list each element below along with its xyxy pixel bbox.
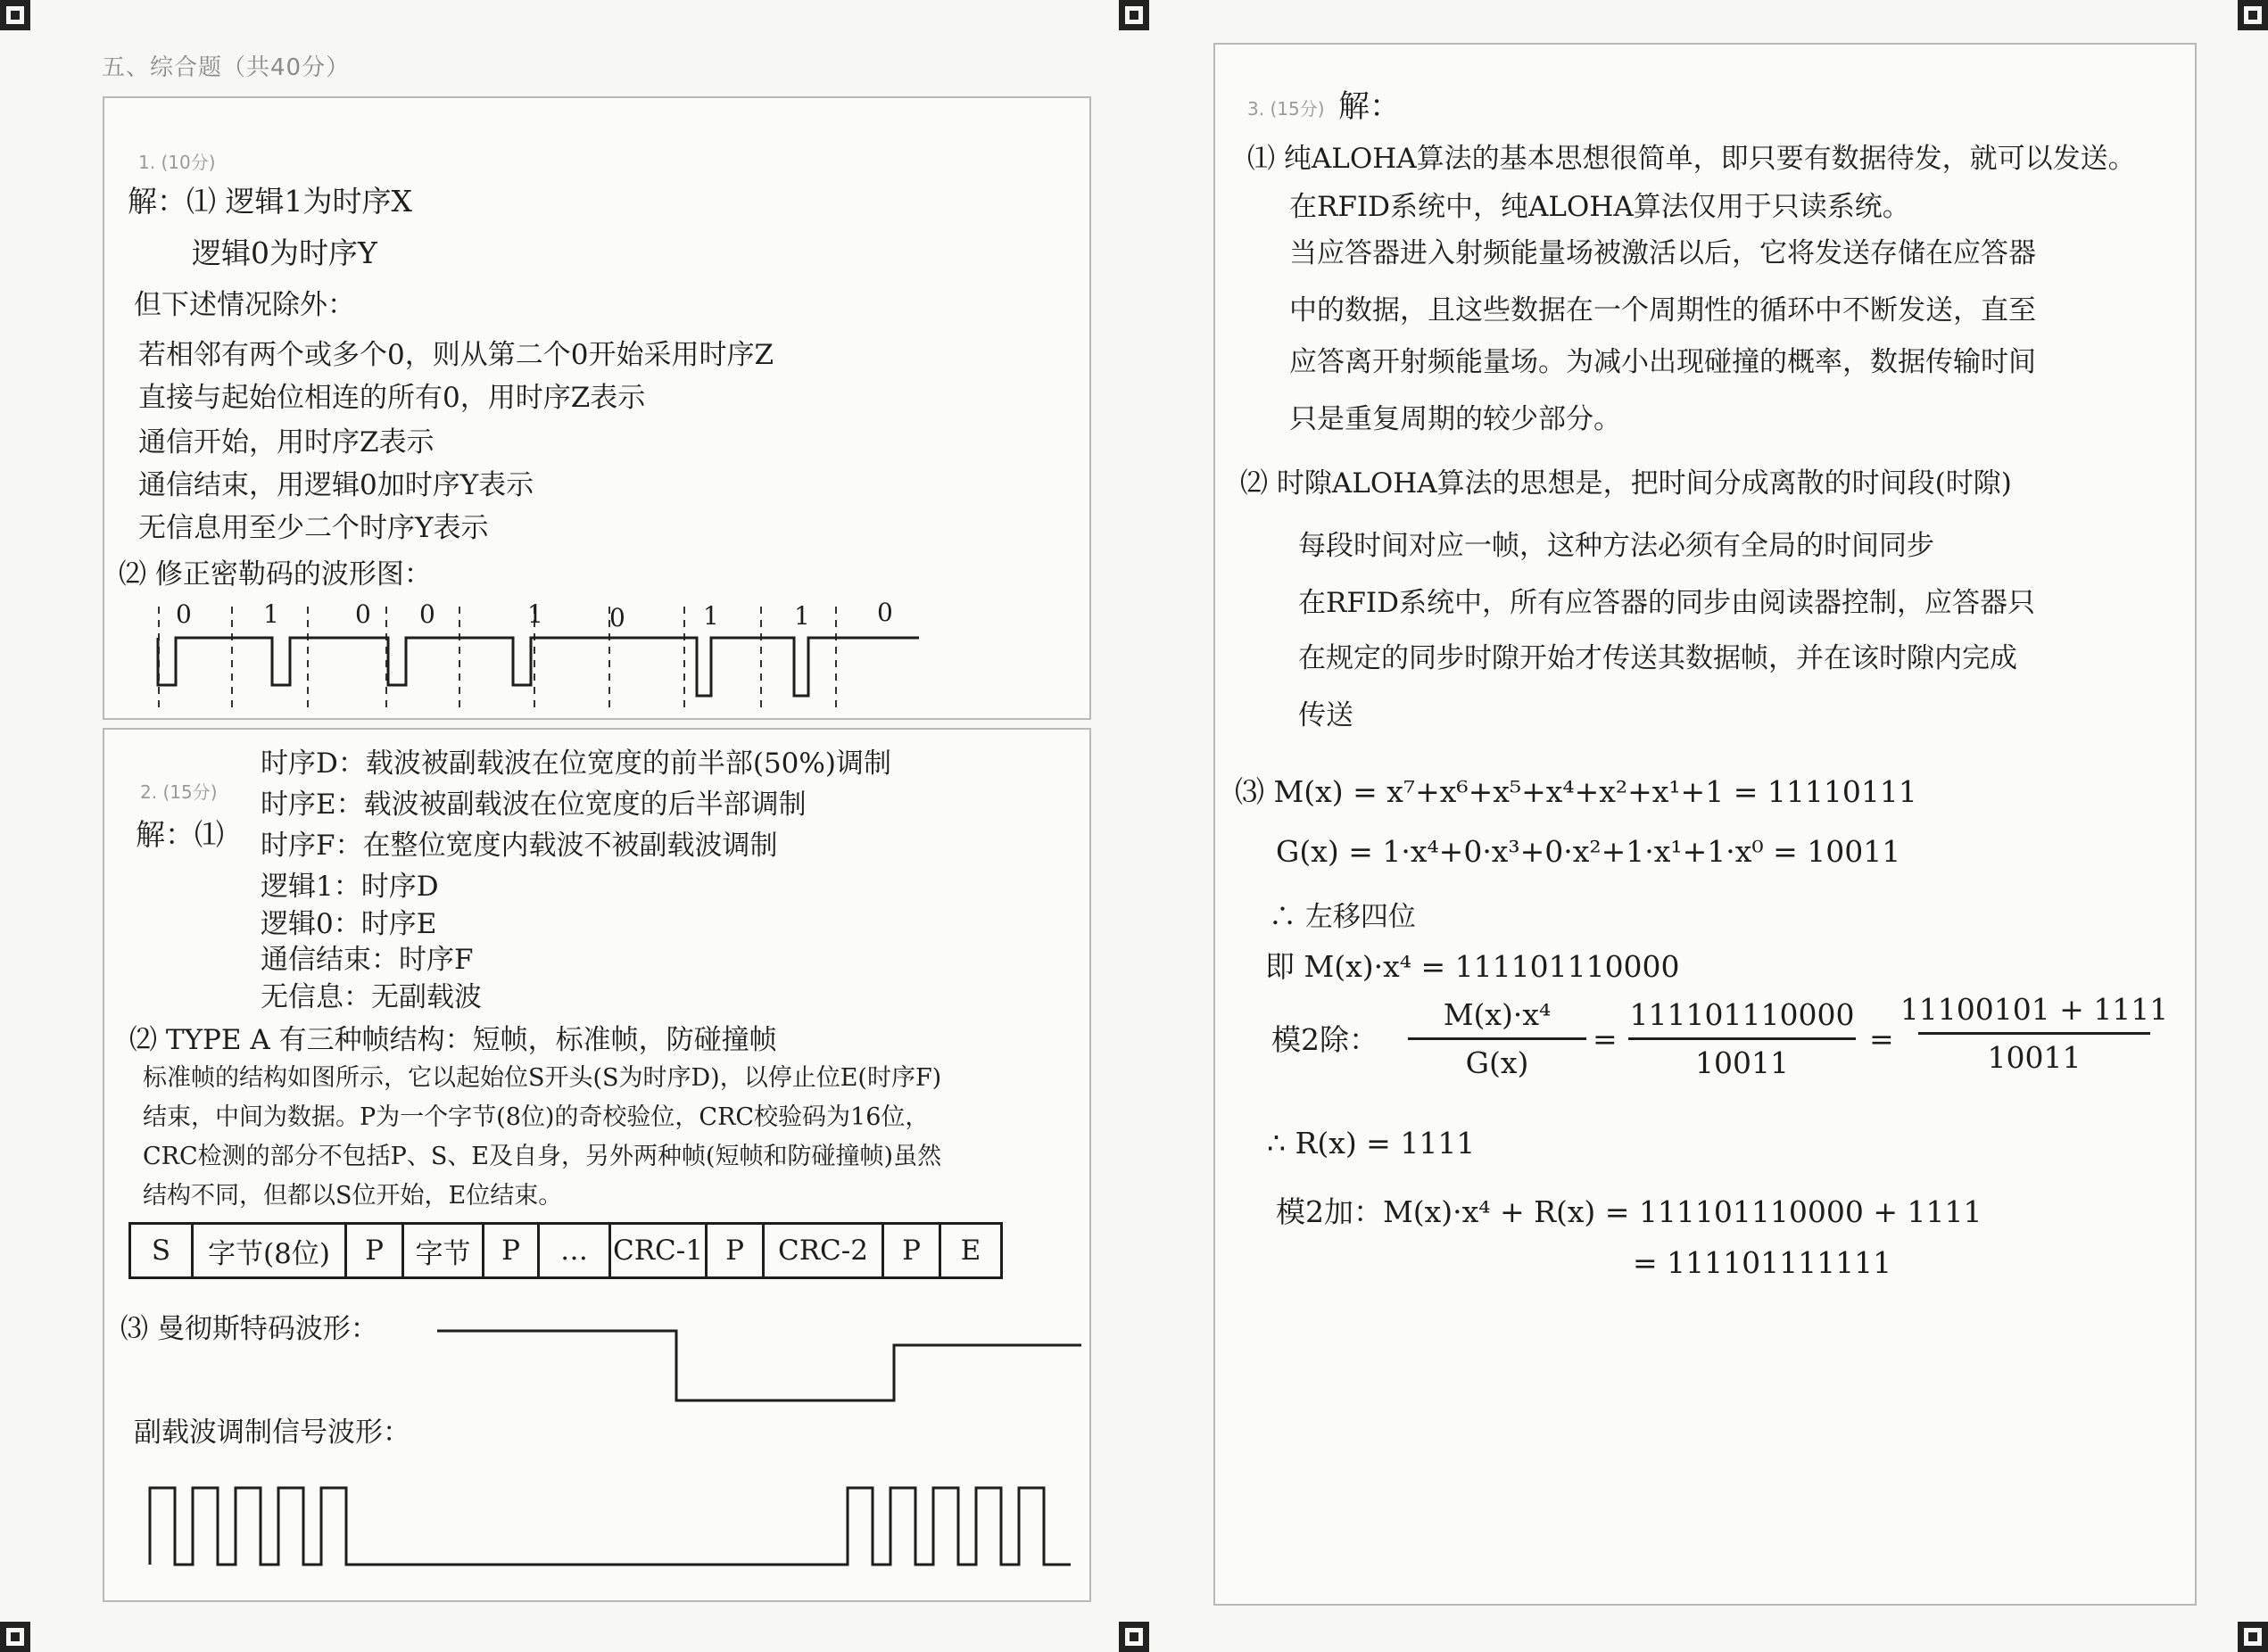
q1-bit-6: 1 [703,601,719,631]
corner-marker-bottom-left [0,1622,30,1652]
question-label-q1: 1. (10分) [138,152,216,173]
corner-marker-bottom-right [2238,1622,2268,1652]
q3-p2-line-2: 每段时间对应一帧，这种方法必须有全局的时间同步 [1298,530,1934,562]
frame-cell: 字节(8位) [194,1225,347,1276]
equals-sign: = [1593,1021,1618,1056]
fraction-quotient-remainder [1900,992,2169,1075]
mod2-addition-line: 模2加：M(x)·x⁴ + R(x) = 111101110000 + 1111 [1276,1194,1982,1229]
frame-cell: E [960,1235,981,1267]
answer-box-q3 [1213,43,2197,1606]
mod2-division-label: 模2除： [1271,1022,1378,1057]
q3-p1-line-4: 中的数据，且这些数据在一个周期性的循环中不断发送，直至 [1289,294,2036,326]
final-result-line: = 111101111111 [1633,1245,1892,1280]
frame-cell: P [708,1225,765,1276]
frame-cell: P [884,1225,941,1276]
q1-bit-2: 0 [355,599,371,629]
manchester-waveform [437,1311,1115,1418]
q3-p3-line-4: 即 M(x)·x⁴ = 111101110000 [1265,949,1680,984]
frame-cell: P [484,1225,540,1276]
q3-p2-line-5: 传送 [1298,699,1353,731]
q1-bit-8: 0 [877,598,893,627]
q1-line-4: 若相邻有两个或多个0，则从第二个0开始采用时序Z [138,339,774,371]
frame-structure-table [128,1222,1003,1279]
q1-line-6: 通信开始，用时序Z表示 [138,426,435,458]
q1-bit-3: 0 [419,599,435,629]
question-label-q2: 2. (15分) [140,781,218,803]
q3-p2-line-3: 在RFID系统中，所有应答器的同步由阅读器控制，应答器只 [1298,587,2035,619]
subcarrier-label: 副载波调制信号波形： [134,1417,410,1449]
fraction-numerator: 111101110000 [1629,997,1855,1032]
q1-line-9: ⑵ 修正密勒码的波形图： [119,558,432,591]
q1-bit-5: 0 [609,603,625,632]
q1-bit-0: 0 [176,599,192,629]
corner-marker-top-right [2238,0,2268,30]
q2-def-line-3: 时序F：在整位宽度内载波不被副载波调制 [261,830,778,862]
q3-p3-line-2: G(x) = 1·x⁴+0·x³+0·x²+1·x¹+1·x⁰ = 10011 [1276,834,1901,869]
corner-marker-top-left [0,0,30,30]
modified-miller-waveform [103,580,1091,723]
q3-p3-line-1: ⑶ M(x) = x⁷+x⁶+x⁵+x⁴+x²+x¹+1 = 11110111 [1235,774,1917,809]
q3-p1-line-1: ⑴ 纯ALOHA算法的基本思想很简单，即只要有数据待发，就可以发送。 [1247,143,2136,175]
question-label-q3: 3. (15分) [1247,98,1325,120]
q3-p2-line-1: ⑵ 时隙ALOHA算法的思想是，把时间分成离散的时间段(时隙) [1240,467,2012,500]
equals-sign: = [1869,1021,1894,1056]
q3-solve-label: 解： [1338,89,1402,125]
fraction-denominator: 10011 [1695,1045,1789,1080]
q2-frame-line-3: 结束，中间为数据。P为一个字节(8位)的奇校验位，CRC校验码为16位， [143,1103,930,1131]
q2-def-line-6: 通信结束：时序F [261,944,474,976]
frame-cell: CRC-2 [765,1225,884,1276]
fraction-dividend-over-divisor [1628,997,1856,1080]
q2-def-line-2: 时序E：载波被副载波在位宽度的后半部调制 [261,789,807,821]
subcarrier-pulse-path [150,1488,1071,1565]
q3-p1-line-2: 在RFID系统中，纯ALOHA算法仅用于只读系统。 [1289,191,1910,223]
fraction-numerator: 11100101 + 1111 [1900,992,2169,1027]
corner-marker-top-center [1119,0,1149,30]
q3-p3-line-3: ∴ 左移四位 [1269,901,1416,933]
q3-p1-line-6: 只是重复周期的较少部分。 [1289,403,1621,435]
q2-frame-line-5: 结构不同，但都以S位开始，E位结束。 [143,1182,563,1210]
frame-cell: S [131,1225,194,1276]
fraction-denominator: G(x) [1465,1045,1529,1080]
q1-line-5: 直接与起始位相连的所有0，用时序Z表示 [138,382,646,414]
q2-frame-line-1: ⑵ TYPE A 有三种帧结构：短帧，标准帧，防碰撞帧 [129,1024,777,1056]
remainder-line: ∴ R(x) = 1111 [1267,1126,1476,1161]
q2-def-line-1: 时序D：载波被副载波在位宽度的前半部(50%)调制 [261,748,891,780]
frame-cell: … [540,1225,611,1276]
q3-p1-line-3: 当应答器进入射频能量场被激活以后，它将发送存储在应答器 [1289,237,2036,269]
manchester-label: ⑶ 曼彻斯特码波形： [120,1313,378,1345]
q2-def-line-7: 无信息：无副载波 [261,981,482,1013]
q2-frame-line-2: 标准帧的结构如图所示，它以起始位S开头(S为时序D)，以停止位E(时序F) [143,1064,942,1092]
q1-line-8: 无信息用至少二个时序Y表示 [138,512,489,544]
subcarrier-waveform [143,1472,1124,1579]
q1-bit-4: 1 [527,599,543,629]
q2-def-line-5: 逻辑0：时序E [261,908,437,940]
q1-bit-7: 1 [794,601,810,631]
frame-cell: CRC-1 [611,1225,708,1276]
fraction-denominator: 10011 [1987,1040,2082,1075]
section-title: 五、综合题（共40分） [102,54,351,81]
q3-p2-line-4: 在规定的同步时隙开始才传送其数据帧，并在该时隙内完成 [1298,642,2017,674]
fraction-bar [1628,1037,1856,1040]
q1-line-1: 解：⑴ 逻辑1为时序X [128,184,412,219]
q3-p1-line-5: 应答离开射频能量场。为减小出现碰撞的概率，数据传输时间 [1289,346,2036,378]
q2-solve-label: 解：⑴ [136,817,224,852]
fraction-bar [1408,1037,1586,1040]
q2-frame-line-4: CRC检测的部分不包括P、S、E及自身，另外两种帧(短帧和防碰撞帧)虽然 [143,1143,942,1170]
q1-line-7: 通信结束，用逻辑0加时序Y表示 [138,469,534,501]
fraction-mx-over-gx [1408,997,1586,1080]
q2-def-line-4: 逻辑1：时序D [261,871,439,903]
corner-marker-bottom-center [1119,1622,1149,1652]
frame-cell: P [347,1225,404,1276]
q1-line-2: 逻辑0为时序Y [192,235,377,270]
q1-line-3: 但下述情况除外： [134,289,355,321]
q1-bit-1: 1 [263,599,279,629]
frame-cell: 字节 [404,1225,484,1276]
fraction-bar [1918,1032,2150,1035]
fraction-numerator: M(x)·x⁴ [1443,997,1552,1032]
